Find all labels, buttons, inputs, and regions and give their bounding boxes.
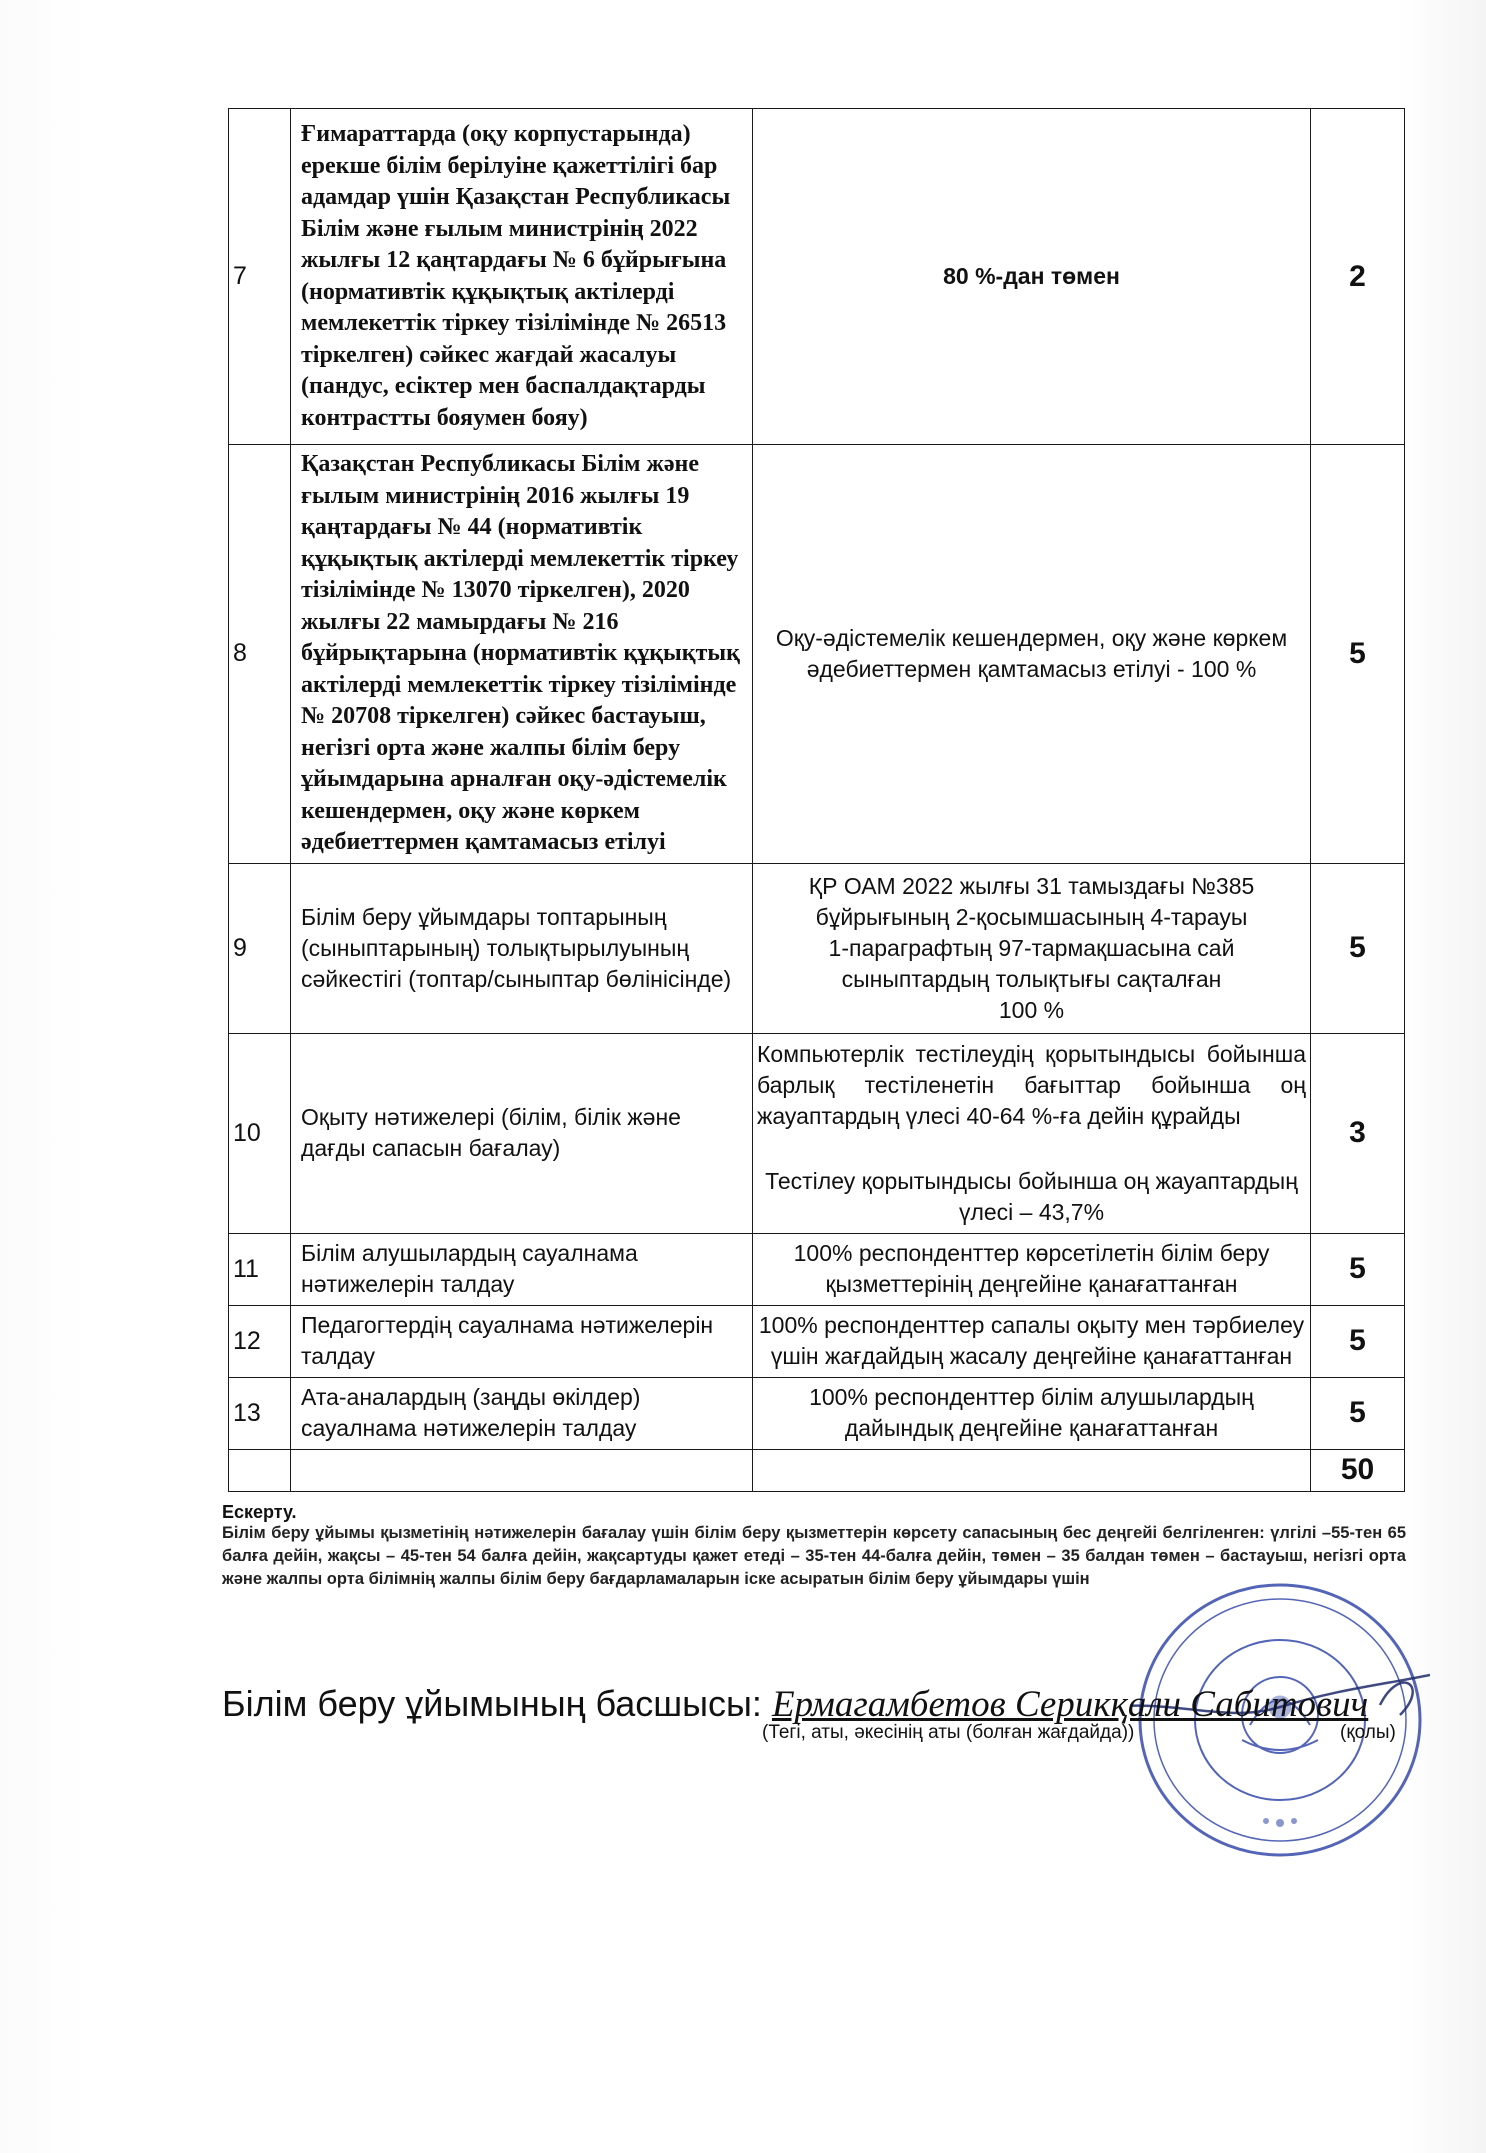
- row-number: 7: [229, 109, 291, 445]
- total-row: [229, 1449, 1405, 1491]
- note-title: Ескерту.: [222, 1502, 297, 1522]
- table-row: [229, 1305, 1405, 1377]
- criterion-text: Педагогтердің сауалнама нәтижелерін талдау: [291, 1305, 753, 1377]
- signature-line: [222, 1683, 1368, 1726]
- value-line: ҚР ОАМ 2022 жылғы 31 тамыздағы №385: [808, 872, 1255, 899]
- criterion-value: 80 %-дан төмен: [753, 109, 1311, 445]
- criterion-text: Ғимараттарда (оқу корпустарында) ерекше білім берілуіне қажеттілігі бар адамдар үшін Қазақстан Республикасы Білім және ғылым министрінің 2022 жылғы 12 қаңтардағы № 6 бұйрығына (нормативтік құқықтық актілерді мемлекеттік тіркеу тізілімінде № 26513 тіркелген) сәйкес жағдай жасалуы (пандус, есіктер мен баспалдақтарды контрастты бояумен бояу): [291, 109, 753, 445]
- value-line: сыныптардың толықтығы сақталған: [841, 965, 1222, 992]
- value-line: бұйрығының 2-қосымшасының 4-тарауы: [815, 903, 1248, 930]
- signature-hint-sign: (қолы): [1340, 1722, 1396, 1743]
- criterion-text: Оқыту нәтижелері (білім, білік және дағды сапасын бағалау): [291, 1033, 753, 1233]
- row-number: 9: [229, 863, 291, 1033]
- row-number: 8: [229, 445, 291, 864]
- criterion-value: 100% респонденттер білім алушылардың дайындық деңгейіне қанағаттанған: [753, 1377, 1311, 1449]
- signature-hint: (Тегі, аты, әкесінің аты (болған жағдайда)): [762, 1722, 1135, 1743]
- table-row: [229, 1233, 1405, 1305]
- value-line: 1-параграфтың 97-тармақшасына сай: [828, 934, 1235, 961]
- criterion-score: 2: [1311, 109, 1405, 445]
- criterion-text: Білім беру ұйымдары топтарының (сыныптарының) толықтырылуының сәйкестігі (топтар/сыныптар бөлінісінде): [291, 863, 753, 1033]
- criterion-text: Білім алушылардың сауалнама нәтижелерін талдау: [291, 1233, 753, 1305]
- criterion-score: 5: [1311, 863, 1405, 1033]
- value-part-a: Компьютерлік тестілеудің қорытындысы бойынша барлық тестіленетін бағыттар бойынша оң жауаптардың үлесі 40-64 %-ға дейін құрайды: [757, 1040, 1306, 1129]
- table-row: [229, 1377, 1405, 1449]
- value-line: 100 %: [998, 996, 1065, 1023]
- note-text: Білім беру ұйымы қызметінің нәтижелерін бағалау үшін білім беру қызметтерін көрсету сапасының бес деңгейі белгіленген: үлгілі –55-тен 65 балға дейін, жақсы – 45-тен 54 балға дейін, жақсартуды қажет етеді – 35-тен 44-балға дейін, төмен – 35 балдан төмен – бастауыш, негізгі орта және жалпы орта білімнің жалпы білім беру бағдарламаларын іске асыратын білім беру ұйымдары үшін: [222, 1524, 1406, 1588]
- criterion-score: 3: [1311, 1033, 1405, 1233]
- table-row: [229, 1033, 1405, 1233]
- row-number: 13: [229, 1377, 291, 1449]
- criterion-value: 100% респонденттер көрсетілетін білім беру қызметтерінің деңгейіне қанағаттанған: [753, 1233, 1311, 1305]
- row-number: 11: [229, 1233, 291, 1305]
- table-row: [229, 863, 1405, 1033]
- row-number: 12: [229, 1305, 291, 1377]
- criterion-text: Қазақстан Республикасы Білім және ғылым министрінің 2016 жылғы 19 қаңтардағы № 44 (нормативтік құқықтық актілерді мемлекеттік тіркеу тізілімінде № 13070 тіркелген), 2020 жылғы 22 мамырдағы № 216 бұйрықтарына (нормативтік құқықтық актілерді мемлекеттік тіркеу тізілімінде № 20708 тіркелген) сәйкес бастауыш, негізгі орта және жалпы білім беру ұйымдарына арналған оқу-әдістемелік кешендермен, оқу және көркем әдебиеттермен қамтамасыз етілуі: [291, 445, 753, 864]
- table-row: [229, 109, 1405, 445]
- signature-label: Білім беру ұйымының басшысы:: [222, 1683, 762, 1724]
- criterion-value: [753, 1033, 1311, 1233]
- criterion-value: Оқу-әдістемелік кешендермен, оқу және көркем әдебиеттермен қамтамасыз етілуі - 100 %: [753, 445, 1311, 864]
- signature-name: Ермагамбетов Серикқали Сабитович: [771, 1684, 1369, 1725]
- criterion-value: 100% респонденттер сапалы оқыту мен тәрбиелеу үшін жағдайдың жасалу деңгейіне қанағаттанған: [753, 1305, 1311, 1377]
- criterion-text: Ата-аналардың (заңды өкілдер) сауалнама нәтижелерін талдау: [291, 1377, 753, 1449]
- total-score: 50: [1311, 1449, 1405, 1491]
- criterion-score: 5: [1311, 1377, 1405, 1449]
- value-part-b: Тестілеу қорытындысы бойынша оң жауаптардың үлесі – 43,7%: [765, 1167, 1298, 1225]
- criterion-score: 5: [1311, 1233, 1405, 1305]
- criterion-score: 5: [1311, 1305, 1405, 1377]
- table-row: [229, 445, 1405, 864]
- row-number: 10: [229, 1033, 291, 1233]
- criterion-score: 5: [1311, 445, 1405, 864]
- criterion-value: [753, 863, 1311, 1033]
- criteria-table: [228, 108, 1405, 1492]
